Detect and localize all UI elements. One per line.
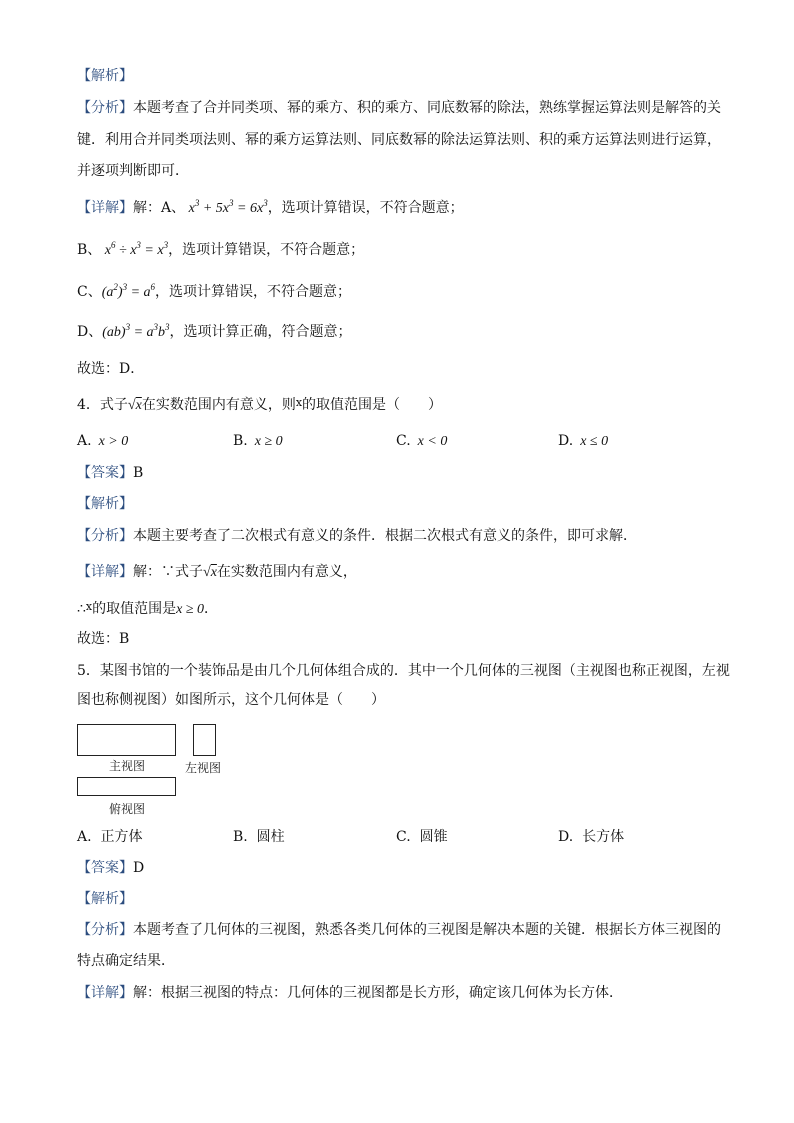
q4-sqrt-x: √x	[127, 398, 142, 413]
q4-answer-value: B	[133, 465, 144, 481]
q3-c-lead: C、	[77, 284, 102, 300]
q5-option-c-letter: C.	[396, 829, 411, 845]
q4-therefore-post: ．	[204, 601, 219, 617]
left-view-rect	[193, 724, 216, 756]
q5-option-d	[558, 827, 624, 847]
q4-xiangjie	[77, 562, 357, 583]
q4-var-x: x	[295, 396, 303, 409]
q5-option-b	[233, 827, 285, 847]
q3-option-b	[77, 240, 364, 261]
q4-therefore-mid: 的取值范围是	[92, 601, 177, 617]
q4-stem-pre: 4．式子	[77, 397, 128, 413]
front-view-caption: 主视图	[109, 759, 146, 773]
q4-option-b-letter: B.	[233, 433, 248, 449]
q3-choose: 故选：D．	[77, 361, 145, 377]
q5-answer-tag: 【答案】	[77, 860, 133, 876]
q3-a-note: ，选项计算错误，不符合题意；	[267, 200, 464, 216]
q3-d-note: ，选项计算正确，符合题意；	[169, 324, 352, 340]
q3-option-d	[77, 322, 352, 343]
q3-c-note: ，选项计算错误，不符合题意；	[155, 284, 352, 300]
q3-fenxi-line1	[77, 98, 721, 118]
q4-jiexi-label: 【解析】	[77, 496, 133, 512]
q5-option-a	[77, 827, 142, 847]
q4-stem-post: 的取值范围是（ ）	[302, 397, 443, 413]
q4-option-c	[396, 431, 447, 452]
q4-choose: 故选：B	[77, 631, 130, 647]
q4-option-b-expr: x ≥ 0	[247, 434, 283, 449]
q3-xiangjie-lead: 解：A、	[133, 200, 186, 216]
q5-fenxi-line2: 特点确定结果．	[77, 953, 175, 969]
q4-xiangjie-pre: 解：∵式子	[133, 564, 203, 580]
q4-stem	[77, 393, 442, 416]
q4-xiangjie-tag: 【详解】	[77, 564, 133, 580]
q5-stem-line2: 图也称侧视图）如图所示，这个几何体是（ ）	[77, 692, 385, 708]
left-view-caption: 左视图	[185, 761, 222, 775]
q3-option-c	[77, 282, 351, 303]
top-view-rect	[77, 777, 176, 796]
q5-option-a-letter: A.	[77, 829, 92, 845]
q5-fenxi-tag: 【分析】	[77, 922, 133, 938]
q5-fenxi-line1	[77, 920, 721, 940]
q5-option-b-text: 圆柱	[256, 829, 285, 845]
q4-therefore-expr: x ≥ 0	[176, 602, 205, 617]
q3-fenxi-line3: 并逐项判断即可．	[77, 163, 189, 179]
q3-b-lead: B、	[77, 242, 102, 258]
q4-fenxi	[77, 526, 637, 546]
q5-fenxi-text1: 本题考查了几何体的三视图，熟悉各类几何体的三视图是解决本题的关键．根据长方体三视图的	[133, 922, 721, 938]
q5-answer	[77, 858, 144, 878]
q4-option-b	[233, 431, 283, 452]
q5-stem-line1: 5．某图书馆的一个装饰品是由几个几何体组合成的．其中一个几何体的三视图（主视图也称正视图，左视	[77, 663, 730, 679]
q4-therefore-var: x	[85, 600, 93, 613]
q4-fenxi-text: 本题主要考查了二次根式有意义的条件．根据二次根式有意义的条件，即可求解．	[133, 528, 637, 544]
q3-xiangjie-tag: 【详解】	[77, 200, 133, 216]
q5-answer-value: D	[133, 860, 145, 876]
q3-xiangjie-a	[77, 198, 464, 219]
q5-option-d-letter: D.	[558, 829, 574, 845]
q5-xiangjie-tag: 【详解】	[77, 985, 133, 1001]
top-view-caption: 俯视图	[109, 802, 146, 816]
q4-answer	[77, 463, 143, 483]
q4-option-c-letter: C.	[396, 433, 411, 449]
q4-therefore	[77, 597, 218, 620]
q5-xiangjie	[77, 983, 623, 1003]
q4-fenxi-tag: 【分析】	[77, 528, 133, 544]
q4-xiangjie-post: 在实数范围内有意义，	[216, 564, 357, 580]
q4-answer-tag: 【答案】	[77, 465, 133, 481]
q3-jiexi-label: 【解析】	[77, 68, 133, 84]
q5-option-c	[396, 827, 448, 847]
q3-fenxi-line2: 键．利用合并同类项法则、幂的乘方运算法则、同底数幂的除法运算法则、积的乘方运算法则进行运算，	[77, 132, 721, 148]
q5-jiexi-label: 【解析】	[77, 891, 133, 907]
q4-option-a-expr: x > 0	[91, 434, 129, 449]
q4-option-d-letter: D.	[558, 433, 574, 449]
q5-option-b-letter: B.	[233, 829, 248, 845]
q5-option-c-text: 圆锥	[419, 829, 448, 845]
q3-fenxi-tag: 【分析】	[77, 100, 133, 116]
q4-option-d-expr: x ≤ 0	[573, 434, 609, 449]
q4-option-c-expr: x < 0	[410, 434, 448, 449]
front-view-rect	[77, 724, 176, 756]
q4-xiangjie-sqrt: √x	[203, 565, 217, 580]
q4-option-a	[77, 431, 128, 452]
q3-formula-b: $x^6 \div x^3 = x^3$	[101, 240, 169, 258]
q3-b-note: ，选项计算错误，不符合题意；	[168, 242, 365, 258]
q3-d-lead: D、	[77, 324, 103, 340]
q4-stem-mid: 在实数范围内有意义，则	[141, 397, 296, 413]
q3-fenxi-text1: 本题考查了合并同类项、幂的乘方、积的乘方、同底数幂的除法，熟练掌握运算法则是解答的关	[133, 100, 721, 116]
q3-formula-a: $x^3 + 5x^3 = 6x^3$	[185, 198, 268, 216]
q5-option-a-text: 正方体	[100, 829, 143, 845]
q3-formula-c: $(a^2)^3 = a^6$	[101, 282, 156, 300]
q4-therefore-pre: ∴	[77, 601, 86, 617]
q5-xiangjie-text: 解：根据三视图的特点：几何体的三视图都是长方形，确定该几何体为长方体．	[133, 985, 623, 1001]
q5-option-d-text: 长方体	[582, 829, 625, 845]
q3-formula-d: $(ab)^3 = a^3b^3$	[102, 322, 170, 340]
q4-option-d	[558, 431, 608, 452]
q4-option-a-letter: A.	[77, 433, 92, 449]
